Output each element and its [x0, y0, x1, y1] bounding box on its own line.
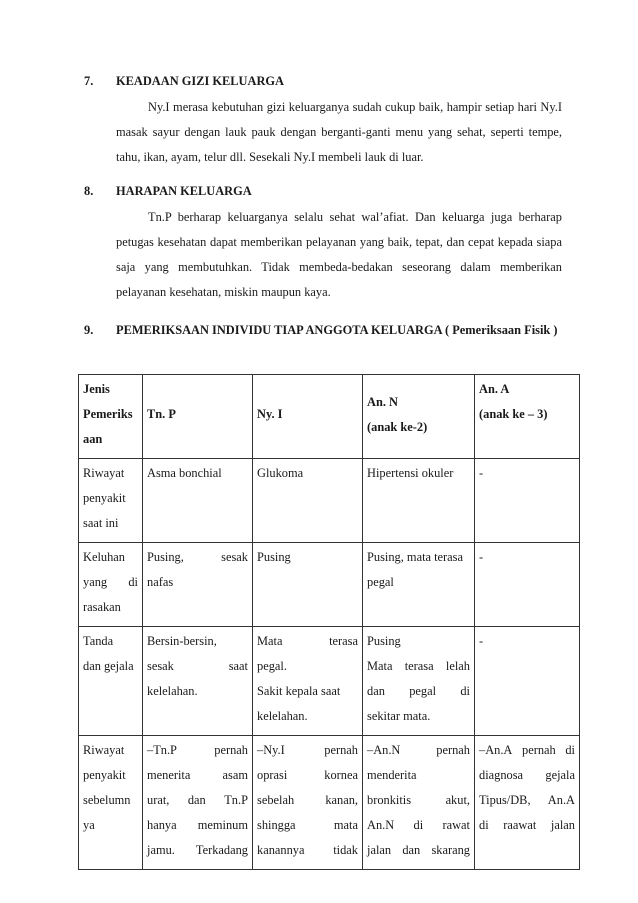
tn-p-cell: [143, 736, 253, 870]
cell-line: oprasi kornea: [257, 768, 358, 782]
an-a-cell: [475, 543, 580, 627]
header-line: aan: [83, 432, 103, 446]
cell-line: hanya meminum: [147, 818, 248, 832]
cell-line: menerita asam: [147, 768, 248, 782]
header-tn-p: Tn. P: [143, 375, 253, 459]
section-7-heading: [84, 74, 562, 89]
header-line: Pemeriks: [83, 407, 133, 421]
row-label-cell: [79, 543, 143, 627]
cell-line: Hipertensi okuler: [367, 466, 454, 480]
cell-line: diagnosa gejala: [479, 768, 575, 782]
cell-line: Keluhan: [83, 550, 125, 564]
section-7-paragraph: Ny.I merasa kebutuhan gizi keluarganya sudah cukup baik, hampir setiap hari Ny.I masak sayur dengan lauk pauk dengan berganti-ganti menu yang sehat, seperti tempe, tahu, ikan, ayam, telur dll. Sesekali Ny.I membeli lauk di luar.: [116, 100, 562, 164]
cell-line: Riwayat: [83, 743, 125, 757]
cell-line: saat ini: [83, 516, 119, 530]
row-label-cell: [79, 459, 143, 543]
cell-line: -: [479, 634, 484, 648]
cell-line: Pusing: [367, 634, 401, 648]
table-row: [79, 736, 580, 870]
section-7-title: KEADAAN GIZI KELUARGA: [116, 74, 284, 88]
cell-line: Glukoma: [257, 466, 304, 480]
section-8-title: HARAPAN KELUARGA: [116, 184, 252, 198]
cell-line: di raawat jalan: [479, 818, 575, 832]
cell-line: Pusing: [257, 550, 291, 564]
table-row: [79, 543, 580, 627]
cell-line: shingga mata: [257, 818, 358, 832]
cell-line: -: [479, 550, 484, 564]
an-n-cell: [363, 736, 475, 870]
cell-line: Riwayat: [83, 466, 125, 480]
section-8-paragraph: Tn.P berharap keluarganya selalu sehat wal’afiat. Dan keluarga juga berharap petugas kesehatan dapat memberikan pelayanan yang baik, tepat, dan cepat kepada siapa saja yang membutuhkan. Tidak membeda-bedakan seseorang dalam memberikan pelayanan kesehatan, miskin maupun kaya.: [116, 210, 562, 299]
an-n-cell: [363, 543, 475, 627]
cell-line: –An.A pernah di: [479, 743, 575, 757]
section-9-number: 9.: [84, 323, 94, 337]
header-line: (anak ke – 3): [479, 407, 548, 421]
ny-i-cell: [253, 627, 363, 736]
header-ny-i: Ny. I: [253, 375, 363, 459]
cell-line: menderita: [367, 768, 417, 782]
cell-line: Sakit kepala saat: [257, 684, 341, 698]
cell-line: Pusing, mata terasa: [367, 550, 464, 564]
cell-line: kelelahan.: [257, 709, 308, 723]
cell-line: Mata terasa: [257, 634, 358, 648]
header-an-a: [475, 375, 580, 459]
cell-line: Pusing, sesak: [147, 550, 248, 564]
cell-line: –An.N pernah: [367, 743, 470, 757]
section-9-heading: [84, 318, 562, 342]
row-label-cell: [79, 627, 143, 736]
table-body: [79, 459, 580, 870]
table-row: [79, 627, 580, 736]
cell-line: pegal.: [257, 659, 287, 673]
cell-line: Tipus/DB, An.A: [479, 793, 575, 807]
an-a-cell: [475, 736, 580, 870]
cell-line: Tanda: [83, 634, 114, 648]
cell-line: yang di: [83, 575, 138, 589]
header-jenis-pemeriksaan: [79, 375, 143, 459]
ny-i-cell: [253, 736, 363, 870]
cell-line: –Ny.I pernah: [257, 743, 358, 757]
cell-line: Asma bonchial: [147, 466, 222, 480]
cell-line: Bersin-bersin,: [147, 634, 217, 648]
header-line: An. N: [367, 394, 398, 409]
cell-line: rasakan: [83, 600, 121, 614]
cell-line: sebelah kanan,: [257, 793, 358, 807]
cell-line: sebelumn: [83, 793, 131, 807]
cell-line: dan gejala: [83, 659, 134, 673]
an-a-cell: [475, 459, 580, 543]
cell-line: ya: [83, 818, 95, 832]
section-9: [84, 318, 562, 342]
header-line: (anak ke-2): [367, 419, 428, 434]
an-n-cell: [363, 459, 475, 543]
cell-line: -: [479, 466, 484, 480]
cell-line: jamu. Terkadang: [147, 843, 248, 857]
cell-line: kanannya tidak: [257, 843, 358, 857]
cell-line: kelelahan.: [147, 684, 198, 698]
cell-line: urat, dan Tn.P: [147, 793, 248, 807]
ny-i-cell: [253, 543, 363, 627]
cell-line: bronkitis akut,: [367, 793, 470, 807]
cell-line: sekitar mata.: [367, 709, 431, 723]
cell-line: penyakit: [83, 768, 126, 782]
section-8-heading: [84, 184, 562, 199]
header-line: An. A: [479, 382, 510, 396]
cell-line: jalan dan skarang: [367, 843, 470, 857]
cell-line: penyakit: [83, 491, 126, 505]
ny-i-cell: [253, 459, 363, 543]
cell-line: pegal: [367, 575, 394, 589]
cell-line: dan pegal di: [367, 684, 470, 698]
header-an-n: [363, 375, 475, 459]
family-examination-table: [78, 374, 580, 870]
cell-line: Mata terasa lelah: [367, 659, 470, 673]
cell-line: sesak saat: [147, 659, 248, 673]
tn-p-cell: [143, 459, 253, 543]
cell-line: –Tn.P pernah: [147, 743, 248, 757]
section-7-number: 7.: [84, 74, 94, 88]
section-8-number: 8.: [84, 184, 94, 198]
an-a-cell: [475, 627, 580, 736]
tn-p-cell: [143, 627, 253, 736]
row-label-cell: [79, 736, 143, 870]
section-7: [84, 74, 562, 170]
tn-p-cell: [143, 543, 253, 627]
section-8: [84, 184, 562, 305]
section-9-title: PEMERIKSAAN INDIVIDU TIAP ANGGOTA KELUARGA ( Pemeriksaan Fisik ): [116, 323, 558, 337]
header-line: Jenis: [83, 382, 110, 396]
table-header-row: [79, 375, 580, 459]
table-row: [79, 459, 580, 543]
an-n-cell: [363, 627, 475, 736]
cell-line: An.N di rawat: [367, 818, 470, 832]
cell-line: nafas: [147, 575, 174, 589]
